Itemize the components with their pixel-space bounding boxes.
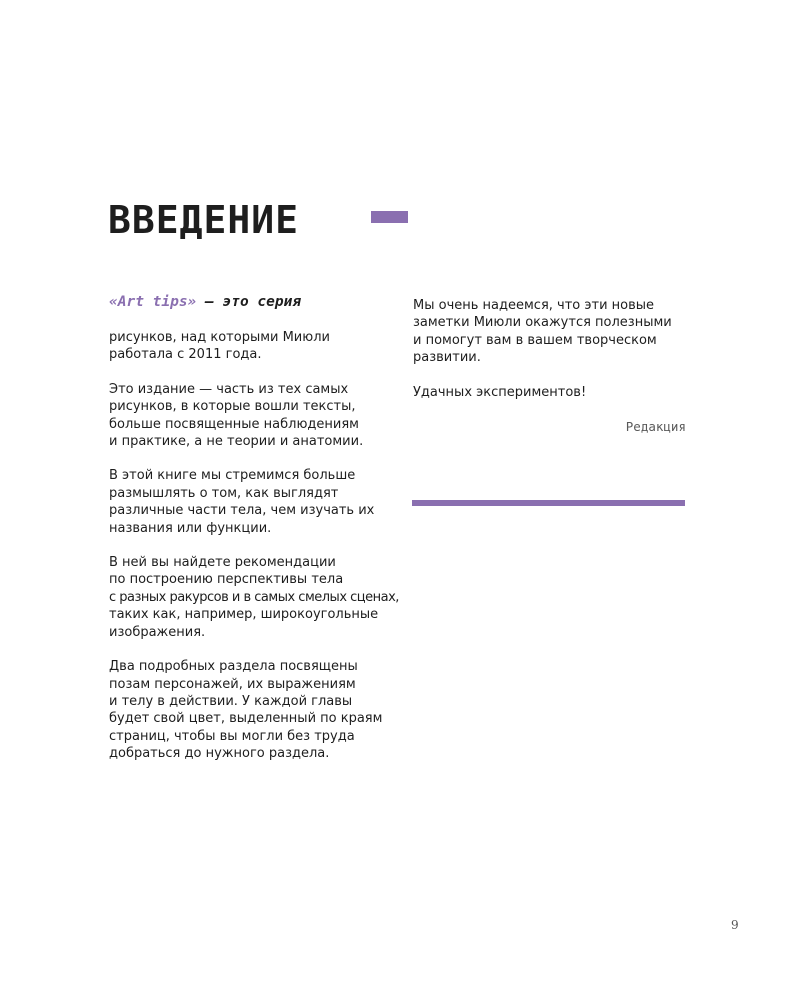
text-line: и помогут вам в вашем творческом	[413, 332, 657, 348]
paragraph	[109, 554, 399, 641]
text-line: изображения.	[109, 624, 206, 640]
right-column	[413, 297, 693, 418]
page-title: ВВЕДЕНИЕ	[108, 198, 300, 242]
text-line: размышлять о том, как выглядят	[109, 485, 339, 501]
paragraph	[413, 384, 693, 401]
left-column	[109, 329, 399, 780]
text-line: рисунков, в которые вошли тексты,	[109, 399, 356, 415]
text-line: позам персонажей, их выражениям	[109, 676, 356, 692]
text-line: будет свой цвет, выделенный по краям	[109, 711, 383, 727]
series-name: «Art tips»	[109, 294, 197, 310]
text-line: Два подробных раздела посвящены	[109, 659, 358, 675]
paragraph	[109, 467, 399, 537]
text-line: страниц, чтобы вы могли без труда	[109, 728, 355, 744]
text-line: добраться до нужного раздела.	[109, 746, 330, 762]
text-line: развитии.	[413, 350, 481, 366]
text-line: и телу в действии. У каждой главы	[109, 693, 353, 709]
page-number: 9	[731, 918, 739, 932]
divider-rule	[412, 500, 685, 506]
text-line: Мы очень надеемся, что эти новые	[413, 298, 655, 313]
text-line: по построению перспективы тела	[109, 572, 344, 588]
text-line: заметки Миюли окажутся полезными	[413, 315, 672, 331]
text-line: таких как, например, широкоугольные	[109, 607, 379, 623]
paragraph	[413, 297, 693, 367]
text-line: Это издание — часть из тех самых	[109, 381, 349, 397]
lead-rest: — это серия	[196, 294, 302, 310]
text-line: Удачных экспериментов!	[413, 384, 587, 400]
text-line: В ней вы найдете рекомендации	[109, 555, 336, 571]
text-line: рисунков, над которыми Миюли	[109, 330, 330, 345]
text-line: и практике, а не теории и анатомии.	[109, 434, 364, 450]
signature: Редакция	[625, 419, 686, 434]
text-line: различные части тела, чем изучать их	[109, 503, 375, 519]
paragraph	[109, 329, 399, 364]
paragraph	[109, 658, 399, 762]
lead-line	[109, 292, 301, 312]
text-line: названия или функции.	[109, 520, 272, 536]
text-line: работала с 2011 года.	[109, 347, 262, 363]
paragraph	[109, 381, 399, 451]
text-line: больше посвященные наблюдениям	[109, 416, 359, 432]
text-line: В этой книге мы стремимся больше	[109, 468, 356, 484]
text-line: с разных ракурсов и в самых смелых сценах,	[109, 589, 399, 605]
title-accent-bar	[371, 211, 408, 223]
